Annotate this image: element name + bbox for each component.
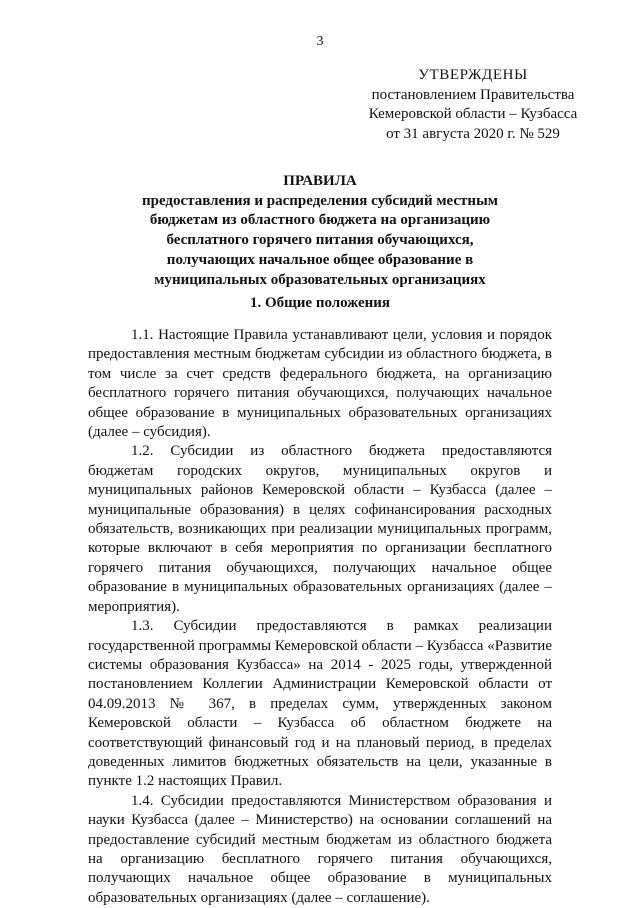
section-heading: 1. Общие положения <box>249 295 391 311</box>
paragraph: 1.1. Настоящие Правила устанавливают цели, условия и порядок предоставления местным бюджетам субсидии из областного бюджета, в том числе за счет средств федерального бюджета, на организацию бесплатного горячего питания обучающихся, получающих начальное общее образование в муниципальных образовательных организациях (далее – субсидия). <box>88 327 552 441</box>
paragraph: 1.3. Субсидии предоставляются в рамках реализации государственной программы Кемеровской области – Кузбасса «Развитие системы образования Кузбасса» на 2014 - 2025 годы, утвержденной постановлением Коллегии Администрации Кемеровской области от 04.09.2013 № 367, в пределах сумм, утвержденных законом Кемеровской области – Кузбасса об областном бюджете на соответствующий финансовый год и на плановый период, в пределах доведенных лимитов бюджетных обязательств на цели, указанные в пункте 1.2 настоящих Правил. <box>88 618 552 790</box>
title-line: бюджетам из областного бюджета на организацию <box>149 212 491 229</box>
paragraph: 1.2. Субсидии из областного бюджета предоставляются бюджетам городских округов, муниципальных округов и муниципальных районов Кемеровской области – Кузбасса (далее – муниципальные образования) в целях софинансирования расходных обязательств, возникающих при реализации муниципальных программ, которые включают в себя мероприятия по организации бесплатного горячего питания обучающихся, получающих начальное общее образование в муниципальных образовательных организациях (далее – мероприятия). <box>88 443 552 615</box>
document-body <box>88 326 552 908</box>
approval-line: Кемеровской области – Кузбасса <box>368 106 578 122</box>
approval-stamp <box>330 66 616 144</box>
paragraph: 1.4. Субсидии предоставляются Министерством образования и науки Кузбасса (далее – Министерство) на основании соглашений на предоставление субсидий местным бюджетам из областного бюджета на организацию бесплатного горячего питания обучающихся, получающих начальное общее образование в муниципальных образовательных организациях (далее – соглашение). <box>88 792 552 906</box>
document-title <box>88 172 552 290</box>
page-number: 3 <box>316 34 324 49</box>
title-line: получающих начальное общее образование в <box>166 251 474 268</box>
approval-line: постановлением Правительства <box>371 86 575 103</box>
title-heading: ПРАВИЛА <box>283 173 357 189</box>
title-line: муниципальных образовательных организациях <box>154 271 486 288</box>
approval-line: от 31 августа 2020 г. № 529 <box>386 125 560 142</box>
approval-heading: УТВЕРЖДЕНЫ <box>418 67 528 83</box>
title-line: предоставления и распределения субсидий местным <box>141 192 498 209</box>
title-line: бесплатного горячего питания обучающихся, <box>166 232 474 249</box>
